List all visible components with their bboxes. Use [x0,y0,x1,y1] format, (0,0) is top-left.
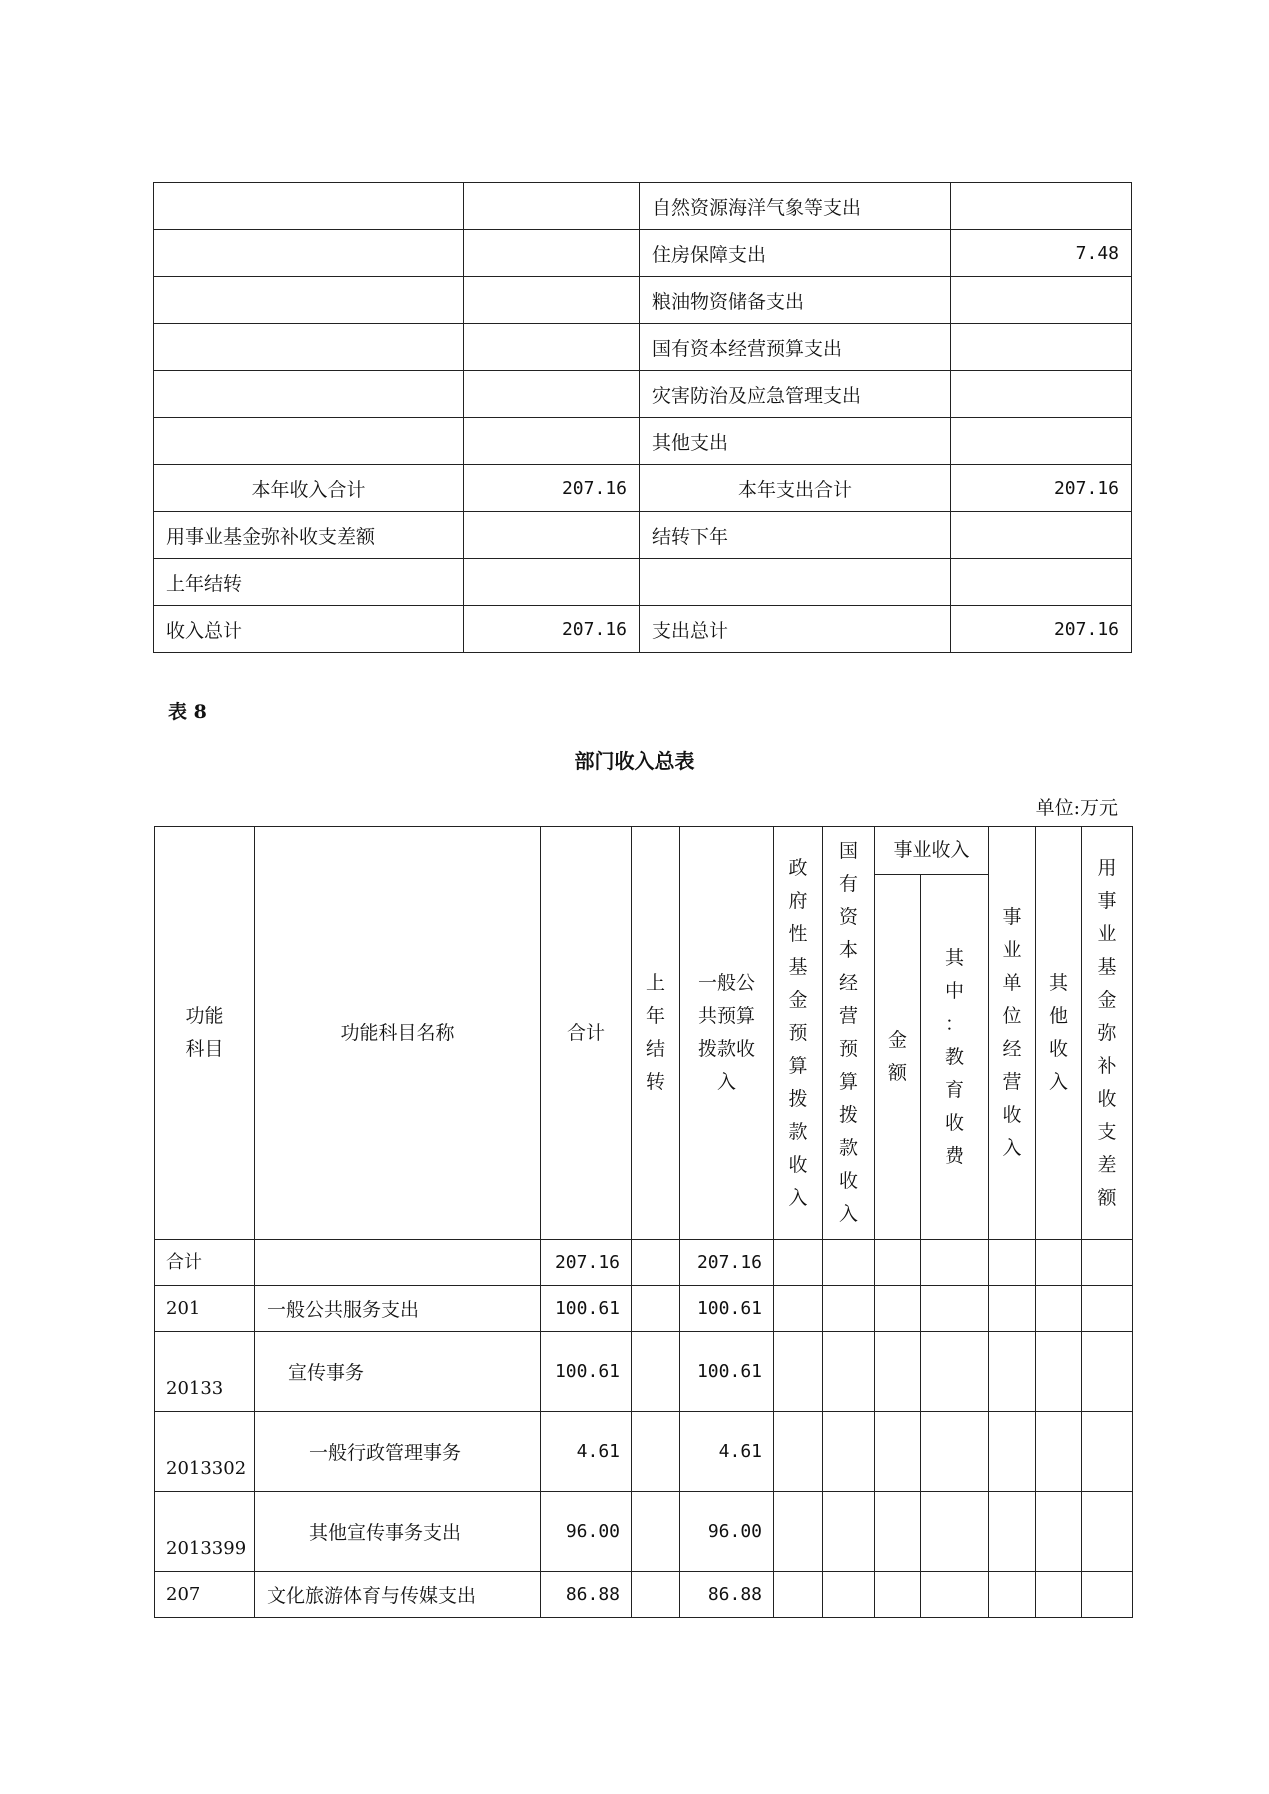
table-row [155,1412,1133,1492]
function-code: 201 [155,1286,255,1332]
function-code: 2013399 [155,1492,255,1572]
function-name: 一般公共服务支出 [255,1286,541,1332]
table-row [154,230,1132,277]
cell-unit-operating [989,1492,1036,1572]
income-item-label: 用事业基金弥补收支差额 [154,512,464,559]
cell-state-asset [823,1572,875,1618]
cell-other-income [1036,1492,1082,1572]
cell-general-budget: 86.88 [680,1572,774,1618]
header-business-amount: 金 额 [875,875,921,1240]
cell-total: 4.61 [541,1412,632,1492]
cell-carryover [632,1240,680,1286]
expense-item-label: 粮油物资储备支出 [640,277,951,324]
header-state-asset: 国 有 资 本 经 营 预 算 拨 款 收 入 [823,827,875,1240]
table-row [154,277,1132,324]
income-item-value: 207.16 [464,465,640,512]
header-other-income: 其 他 收 入 [1036,827,1082,1240]
income-item-value [464,230,640,277]
function-code: 20133 [155,1332,255,1412]
income-item-value [464,183,640,230]
cell-fund-balance [1082,1412,1133,1492]
expense-item-label: 结转下年 [640,512,951,559]
cell-general-budget: 207.16 [680,1240,774,1286]
cell-general-budget: 100.61 [680,1286,774,1332]
table-row [155,1286,1133,1332]
department-income-table [154,826,1133,1618]
header-code: 功能 科目 [155,827,255,1240]
cell-business-amount [875,1332,921,1412]
cell-other-income [1036,1286,1082,1332]
cell-general-budget: 4.61 [680,1412,774,1492]
table-row [154,183,1132,230]
cell-fund-balance [1082,1240,1133,1286]
income-item-value [464,559,640,606]
income-item-label [154,230,464,277]
function-code: 合计 [155,1240,255,1286]
expense-item-value [951,324,1132,371]
income-item-value: 207.16 [464,606,640,653]
cell-business-amount [875,1492,921,1572]
income-item-label: 本年收入合计 [154,465,464,512]
table-row [154,465,1132,512]
cell-unit-operating [989,1332,1036,1412]
cell-general-budget: 96.00 [680,1492,774,1572]
cell-other-income [1036,1240,1082,1286]
cell-state-asset [823,1492,875,1572]
expense-item-label [640,559,951,606]
cell-other-income [1036,1332,1082,1412]
cell-total: 207.16 [541,1240,632,1286]
cell-total: 86.88 [541,1572,632,1618]
expense-item-label: 灾害防治及应急管理支出 [640,371,951,418]
table-row [154,559,1132,606]
cell-gov-fund [774,1332,823,1412]
cell-unit-operating [989,1240,1036,1286]
cell-fund-balance [1082,1332,1133,1412]
income-item-label: 收入总计 [154,606,464,653]
cell-state-asset [823,1286,875,1332]
table-title: 部门收入总表 [574,749,695,773]
cell-unit-operating [989,1412,1036,1492]
table-row [155,1240,1133,1286]
cell-total: 100.61 [541,1286,632,1332]
expense-item-value: 7.48 [951,230,1132,277]
cell-gov-fund [774,1286,823,1332]
table-number: 表 8 [168,701,207,723]
cell-unit-operating [989,1572,1036,1618]
function-code: 2013302 [155,1412,255,1492]
cell-business-amount [875,1286,921,1332]
income-item-label: 上年结转 [154,559,464,606]
table-row [154,512,1132,559]
unit-label: 单位:万元 [1035,797,1118,819]
cell-fund-balance [1082,1286,1133,1332]
income-item-label [154,418,464,465]
cell-carryover [632,1286,680,1332]
cell-fund-balance [1082,1492,1133,1572]
cell-business-amount [875,1412,921,1492]
cell-carryover [632,1412,680,1492]
expense-item-label: 其他支出 [640,418,951,465]
cell-state-asset [823,1240,875,1286]
expense-item-value [951,559,1132,606]
expense-item-value [951,512,1132,559]
header-carryover: 上 年 结 转 [632,827,680,1240]
income-item-value [464,418,640,465]
expense-item-value [951,371,1132,418]
function-code: 207 [155,1572,255,1618]
header-fund-balance: 用 事 业 基 金 弥 补 收 支 差 额 [1082,827,1133,1240]
cell-gov-fund [774,1572,823,1618]
expense-item-value: 207.16 [951,606,1132,653]
expense-item-value: 207.16 [951,465,1132,512]
function-name: 文化旅游体育与传媒支出 [255,1572,541,1618]
cell-unit-operating [989,1286,1036,1332]
table-row [154,606,1132,653]
income-item-label [154,371,464,418]
cell-business-edu [921,1412,989,1492]
header-name: 功能科目名称 [255,827,541,1240]
income-item-value [464,512,640,559]
cell-business-edu [921,1492,989,1572]
table-row [155,1572,1133,1618]
function-name: 一般行政管理事务 [255,1412,541,1492]
cell-fund-balance [1082,1572,1133,1618]
cell-gov-fund [774,1240,823,1286]
header-business-edu: 其 中 ： 教 育 收 费 [921,875,989,1240]
cell-business-edu [921,1240,989,1286]
table-row [155,1492,1133,1572]
expense-item-value [951,277,1132,324]
table-row [154,418,1132,465]
income-expense-summary-table [153,182,1132,653]
expense-item-label: 本年支出合计 [640,465,951,512]
table-row [154,371,1132,418]
header-total: 合计 [541,827,632,1240]
header-general-budget: 一般公 共预算 拨款收 入 [680,827,774,1240]
expense-item-label: 国有资本经营预算支出 [640,324,951,371]
function-name [255,1240,541,1286]
expense-item-label: 支出总计 [640,606,951,653]
income-item-label [154,183,464,230]
cell-business-edu [921,1286,989,1332]
income-item-value [464,324,640,371]
expense-item-value [951,183,1132,230]
cell-gov-fund [774,1492,823,1572]
header-unit-operating: 事 业 单 位 经 营 收 入 [989,827,1036,1240]
cell-general-budget: 100.61 [680,1332,774,1412]
expense-item-value [951,418,1132,465]
income-item-value [464,277,640,324]
cell-other-income [1036,1572,1082,1618]
cell-business-amount [875,1572,921,1618]
expense-item-label: 自然资源海洋气象等支出 [640,183,951,230]
cell-total: 96.00 [541,1492,632,1572]
table-row [154,324,1132,371]
cell-gov-fund [774,1412,823,1492]
function-name: 其他宣传事务支出 [255,1492,541,1572]
income-item-label [154,277,464,324]
expense-item-label: 住房保障支出 [640,230,951,277]
cell-carryover [632,1572,680,1618]
income-item-label [154,324,464,371]
cell-business-edu [921,1332,989,1412]
cell-state-asset [823,1412,875,1492]
cell-business-edu [921,1572,989,1618]
cell-carryover [632,1492,680,1572]
cell-total: 100.61 [541,1332,632,1412]
function-name: 宣传事务 [255,1332,541,1412]
cell-other-income [1036,1412,1082,1492]
income-item-value [464,371,640,418]
header-business-income: 事业收入 [875,827,989,875]
cell-business-amount [875,1240,921,1286]
cell-state-asset [823,1332,875,1412]
table-row [155,1332,1133,1412]
header-gov-fund: 政 府 性 基 金 预 算 拨 款 收 入 [774,827,823,1240]
cell-carryover [632,1332,680,1412]
